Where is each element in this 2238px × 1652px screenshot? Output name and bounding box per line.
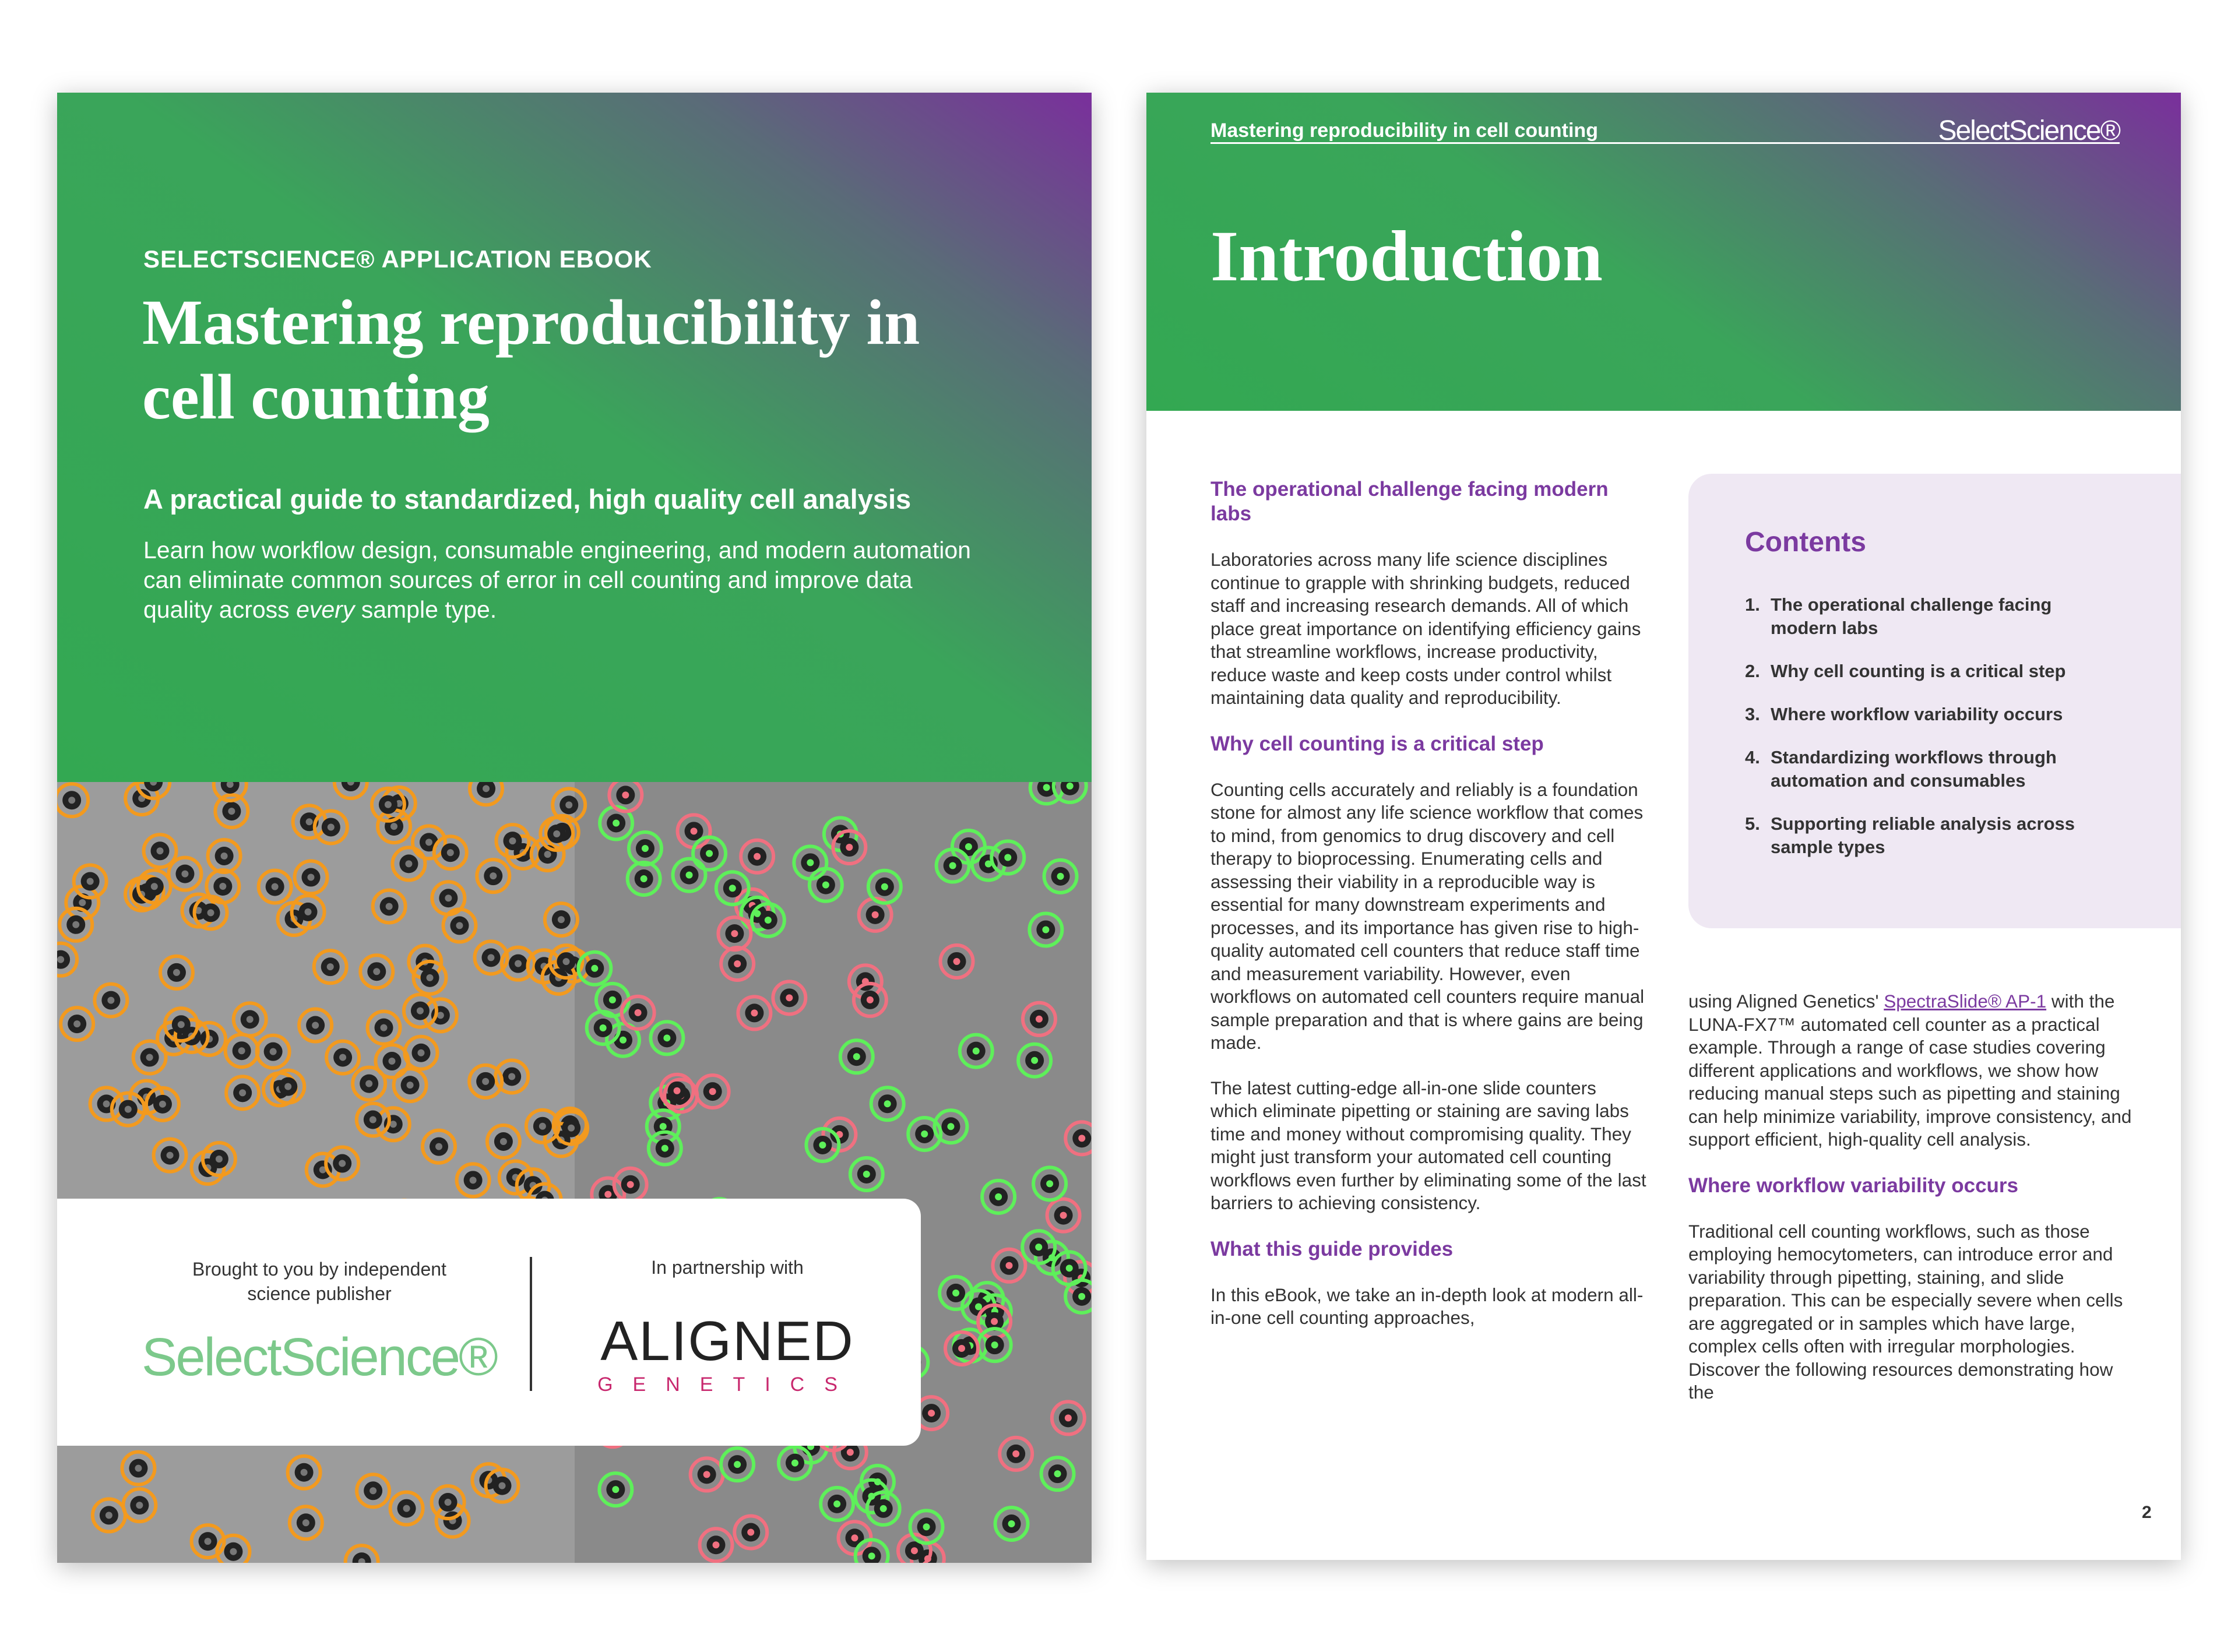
cell-mark	[353, 1068, 385, 1100]
contents-item[interactable]	[1745, 593, 2106, 640]
cell-mark	[432, 882, 465, 914]
paragraph: The latest cutting-edge all-in-one slide counters which eliminate pipetting or staining are saving labs time and money without compromising quality. They might just transform your automated cell counting workflows even further by eliminating some of the last barriers to achieving consistency.	[1211, 1077, 1646, 1213]
introduction-page	[1146, 93, 2181, 1560]
cell-micrograph	[57, 782, 1092, 1563]
cell-mark	[326, 1147, 358, 1180]
cell-mark	[360, 955, 393, 988]
contents-number: 1.	[1745, 594, 1760, 615]
contents-number: 3.	[1745, 704, 1760, 724]
cell-mark	[122, 1452, 154, 1485]
cell-mark	[477, 860, 509, 892]
text: with the LUNA-FX7™ automated cell counter as a practical example. Through a range of case studies covering different applications and workflows, we show how reducing manual steps such as pipetting and staining can help minimize variability, improve consistency, and support efficient, high-quality cell analysis.	[1688, 991, 2132, 1150]
cell-mark	[259, 871, 291, 903]
cell-mark	[112, 1093, 145, 1126]
right-column	[1688, 990, 2137, 1426]
selectscience-logo: SelectScience®	[142, 1327, 497, 1387]
cell-mark	[357, 1474, 389, 1507]
page-number: 2	[2142, 1503, 2152, 1522]
partnership-text: In partnership with	[651, 1257, 804, 1278]
cell-mark	[394, 1069, 427, 1101]
cell-mark	[307, 1154, 339, 1186]
running-header	[1211, 115, 2120, 144]
paragraph: Counting cells accurately and reliably is a foundation stone for almost any life science workflow that comes to mind, from genomics to drug discovery and cell therapy to bioprocessing. Enumerating cells and assessing their viability in a reproducible way is essential for many downstream experiments and processes, and its importance has given rise to high-quality automated cell counters that reduce staff time and measurement variability. However, even workflows on automated cell counters require manual sample preparation and that is where gains are being made.	[1211, 779, 1645, 1053]
cell-mark	[66, 886, 98, 919]
cell-mark	[390, 1492, 423, 1525]
cell-mark	[294, 861, 327, 894]
cell-mark	[357, 1104, 389, 1136]
contents-item[interactable]	[1745, 660, 2106, 683]
cover-subtitle: A practical guide to standardized, high quality cell analysis	[143, 484, 912, 515]
page-title: Introduction	[1211, 216, 1603, 296]
running-title: Mastering reproducibility in cell counting	[1211, 119, 1598, 142]
contents-list	[1745, 593, 2106, 859]
contents-item[interactable]	[1745, 812, 2106, 859]
cell-mark	[74, 865, 107, 898]
aligned-genetics-logo: ALIGNED	[600, 1310, 854, 1372]
cell-mark	[373, 890, 406, 922]
cell-mark	[314, 950, 347, 983]
contents-label: The operational challenge facing modern labs	[1771, 594, 2052, 638]
cell-mark	[434, 836, 467, 869]
cell-mark	[234, 1003, 266, 1035]
cell-mark	[545, 903, 578, 936]
contents-label: Standardizing workflows through automation and consumables	[1771, 747, 2057, 791]
divider	[530, 1257, 532, 1391]
cell-mark	[368, 1012, 400, 1044]
cell-image	[57, 782, 1092, 1563]
publisher-box	[57, 1199, 921, 1446]
desc-text-end: sample type.	[354, 596, 497, 623]
cell-mark	[61, 1008, 93, 1040]
selectscience-logo-small: SelectScience®	[1938, 115, 2120, 146]
contents-number: 5.	[1745, 813, 1760, 834]
cell-mark	[257, 1035, 290, 1068]
contents-number: 4.	[1745, 747, 1760, 767]
section-heading: Where workflow variability occurs	[1688, 1174, 2018, 1197]
contents-item[interactable]	[1745, 746, 2106, 792]
cell-mark	[57, 784, 88, 816]
cell-mark	[57, 943, 77, 976]
cell-mark	[288, 1456, 321, 1489]
left-column	[1211, 477, 1648, 1352]
cell-mark	[59, 908, 92, 941]
cell-mark	[168, 858, 201, 890]
cell-mark	[208, 840, 241, 872]
cell-mark	[123, 1489, 156, 1521]
paragraph: Traditional cell counting workflows, such as those employing hemocytometers, can introduce error and variability through pipetting, staining, and slide preparation. This can be especially severe when cells are aggregated or in samples which have large, complex cells often with irregular morphologies. Discover the following resources demonstrating how the	[1688, 1220, 2123, 1403]
section-heading: What this guide provides	[1211, 1237, 1454, 1260]
cell-mark	[404, 995, 437, 1027]
cell-mark	[496, 825, 529, 857]
cell-mark	[293, 805, 326, 838]
cover-page	[57, 93, 1092, 1563]
cell-mark	[424, 999, 457, 1031]
text: using Aligned Genetics'	[1688, 991, 1884, 1012]
cover-header	[57, 93, 1092, 782]
cell-mark	[93, 1499, 125, 1531]
intro-header	[1146, 93, 2181, 411]
cell-mark	[206, 870, 239, 903]
cell-mark	[378, 810, 410, 843]
cover-eyebrow: SELECTSCIENCE® APPLICATION EBOOK	[143, 245, 652, 273]
cell-mark	[299, 1009, 332, 1041]
cover-description	[143, 536, 971, 625]
cell-mark	[346, 1545, 378, 1563]
cell-mark	[226, 1076, 259, 1109]
paragraph: Laboratories across many life science disciplines continue to grapple with shrinking budgets, reduced staff and increasing research demands. All of which place great importance on identifying efficiency gains that streamline workflows, increase productivity, reduce waste and keep costs under control whilst maintaining data quality and reproducibility.	[1211, 549, 1641, 708]
paragraph: In this eBook, we take an in-depth look at modern all-in-one cell counting approaches,	[1211, 1284, 1644, 1328]
contents-number: 2.	[1745, 661, 1760, 681]
cell-mark	[226, 1034, 258, 1067]
cell-mark	[214, 782, 247, 801]
cell-mark	[90, 1087, 123, 1120]
cell-mark	[470, 782, 502, 805]
cell-mark	[326, 1041, 359, 1074]
contents-title: Contents	[1745, 527, 1866, 558]
contents-label: Supporting reliable analysis across sample types	[1771, 813, 2075, 857]
contents-label: Where workflow variability occurs	[1771, 704, 2063, 724]
cell-mark	[457, 1164, 490, 1196]
contents-item[interactable]	[1745, 703, 2106, 726]
section-heading: Why cell counting is a critical step	[1211, 732, 1544, 755]
cell-mark	[413, 826, 445, 858]
cell-mark	[154, 1139, 186, 1172]
desc-emphasis: every	[296, 596, 355, 623]
cell-mark	[487, 1125, 520, 1158]
cell-mark	[404, 1037, 437, 1069]
cell-mark	[392, 847, 425, 880]
cell-mark	[290, 1506, 322, 1539]
cell-mark	[94, 984, 127, 1017]
cell-mark	[335, 782, 367, 798]
cell-mark	[315, 811, 347, 843]
desc-text: Learn how workflow design, consumable engineering, and modern automation can eliminate common sources of error in cell counting and improve data quality across	[143, 537, 971, 623]
section-heading: The operational challenge facing modern labs	[1211, 478, 1609, 525]
cover-title: Mastering reproducibility in cell counting	[142, 287, 920, 432]
paragraph	[1688, 990, 2137, 1151]
cell-mark	[423, 1130, 455, 1163]
contents-label: Why cell counting is a critical step	[1771, 661, 2066, 681]
brought-by-text: Brought to you by independent science publisher	[192, 1259, 446, 1304]
cell-mark	[377, 1108, 410, 1140]
contents-box	[1688, 474, 2181, 928]
cell-mark	[160, 956, 193, 989]
spectraslide-link[interactable]: SpectraSlide® AP-1	[1884, 991, 2047, 1012]
aligned-genetics-logo-sub: GENETICS	[597, 1373, 857, 1396]
